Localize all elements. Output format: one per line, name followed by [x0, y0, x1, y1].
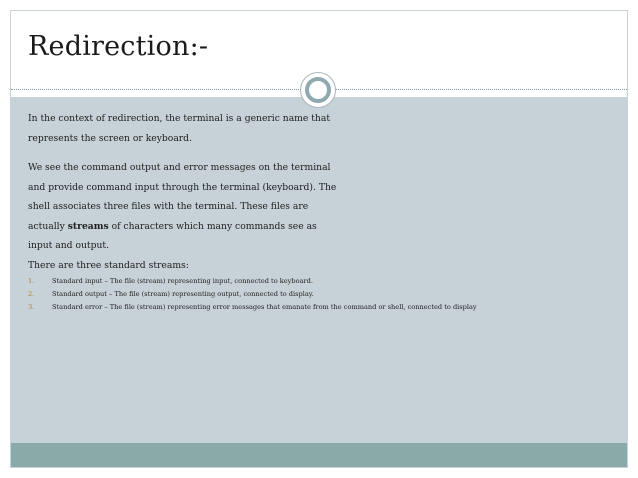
paragraph2-line4 [28, 217, 618, 237]
streams-list [28, 275, 618, 314]
slide-title: Redirection:- [28, 31, 209, 62]
list-number: 2. [28, 290, 35, 298]
paragraph2-line3: shell associates three files with the terminal. These files are [28, 201, 309, 212]
paragraph2-line4-end: of characters which many commands see as [108, 220, 317, 232]
list-text: Standard output – The file (stream) representing output, connected to display. [52, 290, 314, 298]
slide [10, 10, 628, 468]
list-number: 3. [28, 303, 35, 311]
streams-intro: There are three standard streams: [28, 259, 189, 271]
list-text: Standard error – The file (stream) representing error messages that emanate from the command or shell, connected to display [52, 303, 477, 311]
paragraph2-line2: and provide command input through the terminal (keyboard). The [28, 181, 337, 193]
paragraph2-line4-start: actually [28, 220, 68, 232]
footer-bar [11, 443, 627, 467]
decorative-ring-icon [300, 72, 336, 108]
slide-content [28, 109, 618, 314]
list-item [28, 288, 618, 301]
paragraph2-line5: input and output. [28, 240, 110, 251]
list-item [28, 275, 618, 288]
decorative-ring-inner [305, 77, 331, 103]
streams-keyword: streams [67, 220, 109, 232]
list-text: Standard input – The file (stream) representing input, connected to keyboard. [52, 277, 313, 285]
list-item [28, 301, 618, 314]
list-number: 1. [28, 277, 35, 285]
paragraph2-line1: We see the command output and error messages on the terminal [28, 162, 331, 173]
paragraph1-line2: represents the screen or keyboard. [28, 132, 192, 144]
paragraph1-line1: In the context of redirection, the terminal is a generic name that [28, 113, 331, 124]
